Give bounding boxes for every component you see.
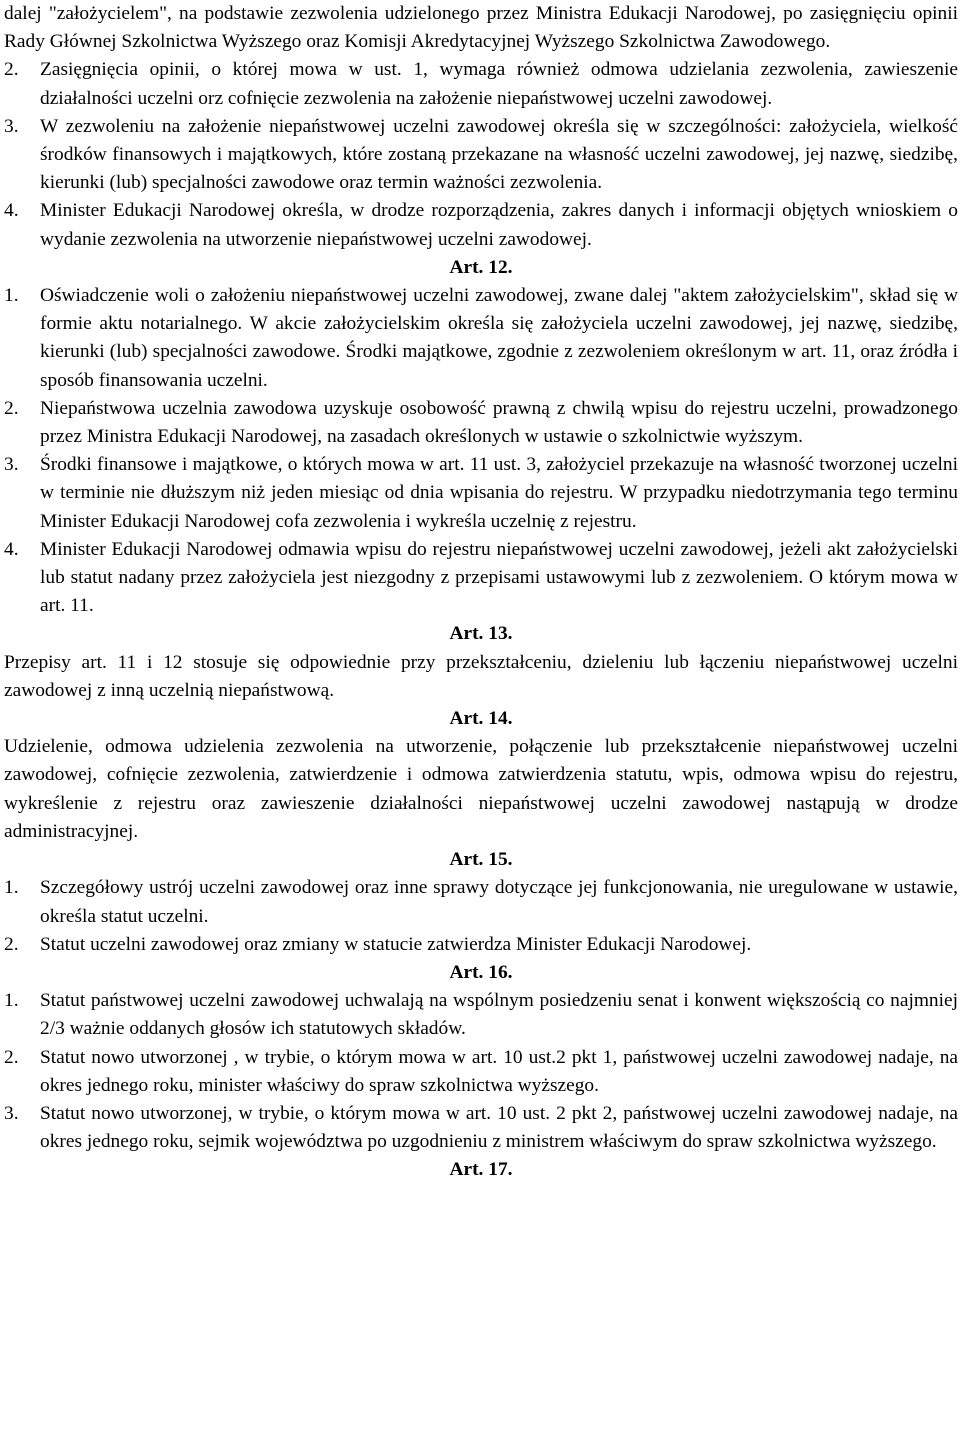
item-number: 4. <box>4 538 19 560</box>
item-text: Statut uczelni zawodowej oraz zmiany w statucie zatwierdza Minister Edukacji Narodowej. <box>40 933 752 955</box>
item-number: 2. <box>4 1046 19 1068</box>
list-item <box>4 1044 958 1100</box>
article-heading-15: Art. 15. <box>449 849 513 871</box>
item-number: 2. <box>4 933 19 955</box>
article-heading-13: Art. 13. <box>449 623 513 645</box>
list-item <box>4 395 958 451</box>
item-text: Szczegółowy ustrój uczelni zawodowej oraz inne sprawy dotyczące jej funkcjonowania, nie uregulowane w ustawie, określa statut uczelni. <box>40 877 958 927</box>
list-item <box>4 1100 958 1156</box>
list-item <box>4 874 958 930</box>
list-item <box>4 451 958 536</box>
paragraph-continuation: dalej "założycielem", na podstawie zezwolenia udzielonego przez Ministra Edukacji Narodowej, po zasięgnięciu opinii Rady Głównej Szkolnictwa Wyższego oraz Komisji Akredytacyjnej Wyższego Szkolnictwa Zawodowego. <box>4 3 958 53</box>
item-text: Statut państwowej uczelni zawodowej uchwalają na wspólnym posiedzeniu senat i konwent większością co najmniej 2/3 ważnie oddanych głosów ich statutowych składów. <box>40 990 958 1040</box>
paragraph: Przepisy art. 11 i 12 stosuje się odpowiednie przy przekształceniu, dzieleniu lub łączeniu niepaństwowej uczelni zawodowej z inną uczelnią niepaństwową. <box>4 651 958 701</box>
list-item <box>4 536 958 621</box>
item-text: W zezwoleniu na założenie niepaństwowej uczelni zawodowej określa się w szczególności: założyciela, wielkość środków finansowych i majątkowych, które zostaną przekazane na własność uczelni zawodowej, jej nazwę, siedzibę, kierunki (lub) specjalności zawodowe oraz termin ważności zezwolenia. <box>40 115 958 194</box>
item-text: Środki finansowe i majątkowe, o których mowa w art. 11 ust. 3, założyciel przekazuje na własność tworzonej uczelni w terminie nie dłuższym niż jeden miesiąc od dnia wpisania do rejestru. W przypadku niedotrzymania tego terminu Minister Edukacji Narodowej cofa zezwolenia i wykreśla uczelnię z rejestru. <box>40 454 958 532</box>
item-text: Statut nowo utworzonej , w trybie, o którym mowa w art. 10 ust.2 pkt 1, państwowej uczelni zawodowej nadaje, na okres jednego roku, minister właściwy do spraw szkolnictwa wyższego. <box>40 1046 958 1096</box>
item-text: Minister Edukacji Narodowej odmawia wpisu do rejestru niepaństwowej uczelni zawodowej, jeżeli akt założycielski lub statut nadany przez założyciela jest niezgodny z przepisami ustawowymi lub z zezwoleniem. O którym mowa w art. 11. <box>40 538 958 617</box>
document-page <box>4 0 958 1185</box>
list-item <box>4 987 958 1043</box>
item-number: 1. <box>4 990 19 1012</box>
item-text: Minister Edukacji Narodowej określa, w drodze rozporządzenia, zakres danych i informacji objętych wnioskiem o wydanie zezwolenia na utworzenie niepaństwowej uczelni zawodowej. <box>40 200 958 250</box>
item-text: Zasięgnięcia opinii, o której mowa w ust. 1, wymaga również odmowa udzielania zezwolenia, zawieszenie działalności uczelni orz cofnięcie zezwolenia na założenie niepaństwowej uczelni zawodowej. <box>40 59 958 109</box>
item-number: 3. <box>4 115 19 137</box>
article-heading-12: Art. 12. <box>449 256 513 278</box>
item-number: 2. <box>4 397 19 419</box>
item-number: 1. <box>4 285 19 307</box>
item-number: 4. <box>4 200 19 222</box>
list-item <box>4 931 958 959</box>
item-text: Statut nowo utworzonej, w trybie, o którym mowa w art. 10 ust. 2 pkt 2, państwowej uczelni zawodowej nadaje, na okres jednego roku, sejmik województwa po uzgodnieniu z ministrem właściwym do spraw szkolnictwa wyższego. <box>40 1102 958 1153</box>
item-text: Oświadczenie woli o założeniu niepaństwowej uczelni zawodowej, zwane dalej "aktem założycielskim", skład się w formie aktu notarialnego. W akcie założycielskim określa się założyciela uczelni zawodowej, jej nazwę, siedzibę, kierunki (lub) specjalności zawodowe. Środki majątkowe, zgodnie z zezwoleniem określonym w art. 11, oraz źródła i sposób finansowania uczelni. <box>40 285 958 391</box>
article-heading-16: Art. 16. <box>449 961 513 983</box>
list-item <box>4 113 958 198</box>
article-heading-14: Art. 14. <box>449 708 513 730</box>
paragraph: Udzielenie, odmowa udzielenia zezwolenia na utworzenie, połączenie lub przekształcenie niepaństwowej uczelni zawodowej, cofnięcie zezwolenia, zatwierdzenie i odmowa zatwierdzenia statutu, wpis, odmowa wpisu do rejestru, wykreślenie z rejestru oraz zawieszenie działalności niepaństwowej uczelni zawodowej nastąpują w drodze administracyjnej. <box>4 736 958 842</box>
article-heading-17: Art. 17. <box>449 1159 513 1181</box>
item-number: 1. <box>4 877 19 899</box>
item-number: 2. <box>4 59 19 81</box>
list-item <box>4 197 958 253</box>
item-number: 3. <box>4 1102 19 1124</box>
list-item <box>4 282 958 395</box>
list-item <box>4 56 958 112</box>
item-number: 3. <box>4 454 19 476</box>
item-text: Niepaństwowa uczelnia zawodowa uzyskuje osobowość prawną z chwilą wpisu do rejestru uczelni, prowadzonego przez Ministra Edukacji Narodowej, na zasadach określonych w ustawie o szkolnictwie wyższym. <box>40 397 958 448</box>
